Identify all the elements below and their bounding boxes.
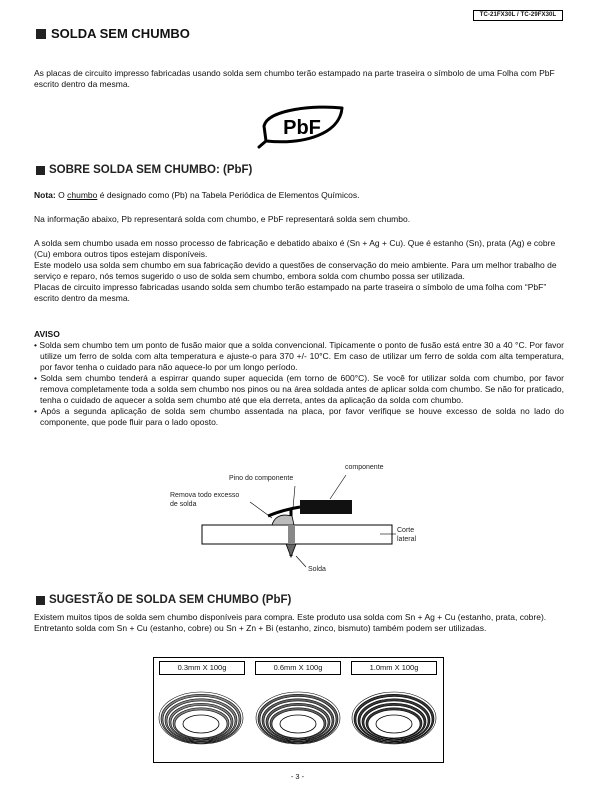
solder-joint-diagram [160, 460, 440, 580]
aviso-label: AVISO [34, 329, 60, 339]
section-title-sugestao [36, 594, 291, 606]
note-label: Nota: [34, 190, 56, 200]
composition-text: A solda sem chumbo usada em nosso processo de fabricação e debatido abaixo é (Sn + Ag + Cu). Que é estanho (Sn), prata (Ag) e cobre (Cu) embora outros tipos estejam disponíveis. [34, 238, 556, 259]
square-bullet-icon [36, 29, 46, 39]
label-remova-line2: de solda [170, 501, 197, 508]
model-number-box: TC-21FX30L / TC-29FX30L [473, 10, 563, 21]
square-bullet-icon [36, 596, 45, 605]
aviso-bullet-2: • Solda sem chumbo tenderá a espirrar quando super aquecida (em torno de 600°C). Se você for utilizar solda com chumbo, por favor remova completamente toda a solda sem chumbo nos pinos ou na área soldada antes de aplicar solda com chumbo. Se não for praticado, tenha o cuidado de aquecer a solda sem chumbo até que ela derreta, antes da aplicação da solda com chumbo. [34, 373, 564, 405]
label-remova [170, 491, 239, 509]
square-bullet-icon [36, 166, 45, 175]
section-title-solda-sem-chumbo [36, 26, 190, 41]
note-paragraph [34, 190, 564, 201]
note-pre: O [58, 190, 65, 200]
sugestao-paragraph [34, 612, 564, 634]
label-corte-line1: Corte [397, 527, 415, 534]
spool-label-3: 1.0mm X 100g [351, 661, 437, 675]
page-number: - 3 - [290, 772, 305, 781]
label-pino: Pino do componente [229, 475, 294, 482]
spools-drawing [154, 678, 443, 760]
pcb-marking-text: Placas de circuito impresso fabricadas usando solda sem chumbo terão estampado na parte traseira o símbolo de uma folha com “PbF” escrito dentro da mesma. [34, 282, 547, 303]
aviso-bullet-3: • Após a segunda aplicação de solda sem chumbo assentada na placa, por favor verifique se houve excesso de solda no lado do componente, que pode fluir para o lado oposto. [34, 406, 564, 427]
aviso-block [34, 329, 564, 428]
label-componente: componente [345, 464, 384, 471]
section-title-text: SOLDA SEM CHUMBO [51, 26, 190, 41]
solder-spools-box [153, 657, 444, 763]
aviso-bullet-1: • Solda sem chumbo tem um ponto de fusão maior que a solda convencional. Tipicamente o ponto de fusão está entre 30 a 40 °C. Por favor utilize um ferro de solda com alta temperatura e ajuste-o para 370 +/- 10°C. Em caso de utilizar um ferro de solda com alta temperatura, por favor tenha o cuidado para não aquece-lo por um longo período. [34, 340, 564, 372]
solder-spool-2 [256, 692, 340, 744]
section-title-sobre [36, 164, 252, 176]
pbf-leaf-logo [256, 103, 346, 149]
section-title-text: SUGESTÃO DE SOLDA SEM CHUMBO (PbF) [49, 594, 292, 606]
spool-label-1: 0.3mm X 100g [159, 661, 245, 675]
label-corte [397, 526, 416, 544]
pbf-logo-text: PbF [283, 117, 321, 139]
solder-spool-1 [159, 692, 243, 744]
label-solda: Solda [308, 566, 326, 573]
intro-paragraph [34, 68, 564, 90]
note-post: é designado como (Pb) na Tabela Periódica de Elementos Químicos. [99, 190, 360, 200]
details-block [34, 238, 564, 304]
intro-text: As placas de circuito impresso fabricadas usando solda sem chumbo terão estampado na parte traseira o símbolo de uma Folha com PbF escrito dentro da mesma. [34, 68, 555, 89]
section-title-text: SOBRE SOLDA SEM CHUMBO: (PbF) [49, 164, 253, 176]
info-paragraph [34, 214, 564, 225]
label-corte-line2: lateral [397, 536, 417, 543]
sugestao-text: Existem muitos tipos de solda sem chumbo disponíveis para compra. Este produto usa solda com Sn + Ag + Cu (estanho, prata, cobre). Entretanto solda com Sn + Cu (estanho, cobre) ou Sn + Zn + Bi (estanho, zinco, bismuto) também podem ser utilizadas. [34, 612, 547, 633]
note-word: chumbo [67, 190, 98, 200]
environment-text: Este modelo usa solda sem chumbo em sua fabricação devido a questões de conservação do meio ambiente. Para um melhor trabalho de serviço e reparo, nós temos sugerido o uso de solda sem chumbo, embora solda com chumbo possa ser utilizada. [34, 260, 557, 281]
spool-label-2: 0.6mm X 100g [255, 661, 341, 675]
solder-spool-3 [352, 692, 436, 744]
info-text: Na informação abaixo, Pb representará solda com chumbo, e PbF representará solda sem chumbo. [34, 214, 411, 224]
label-remova-line1: Remova todo excesso [170, 492, 240, 499]
